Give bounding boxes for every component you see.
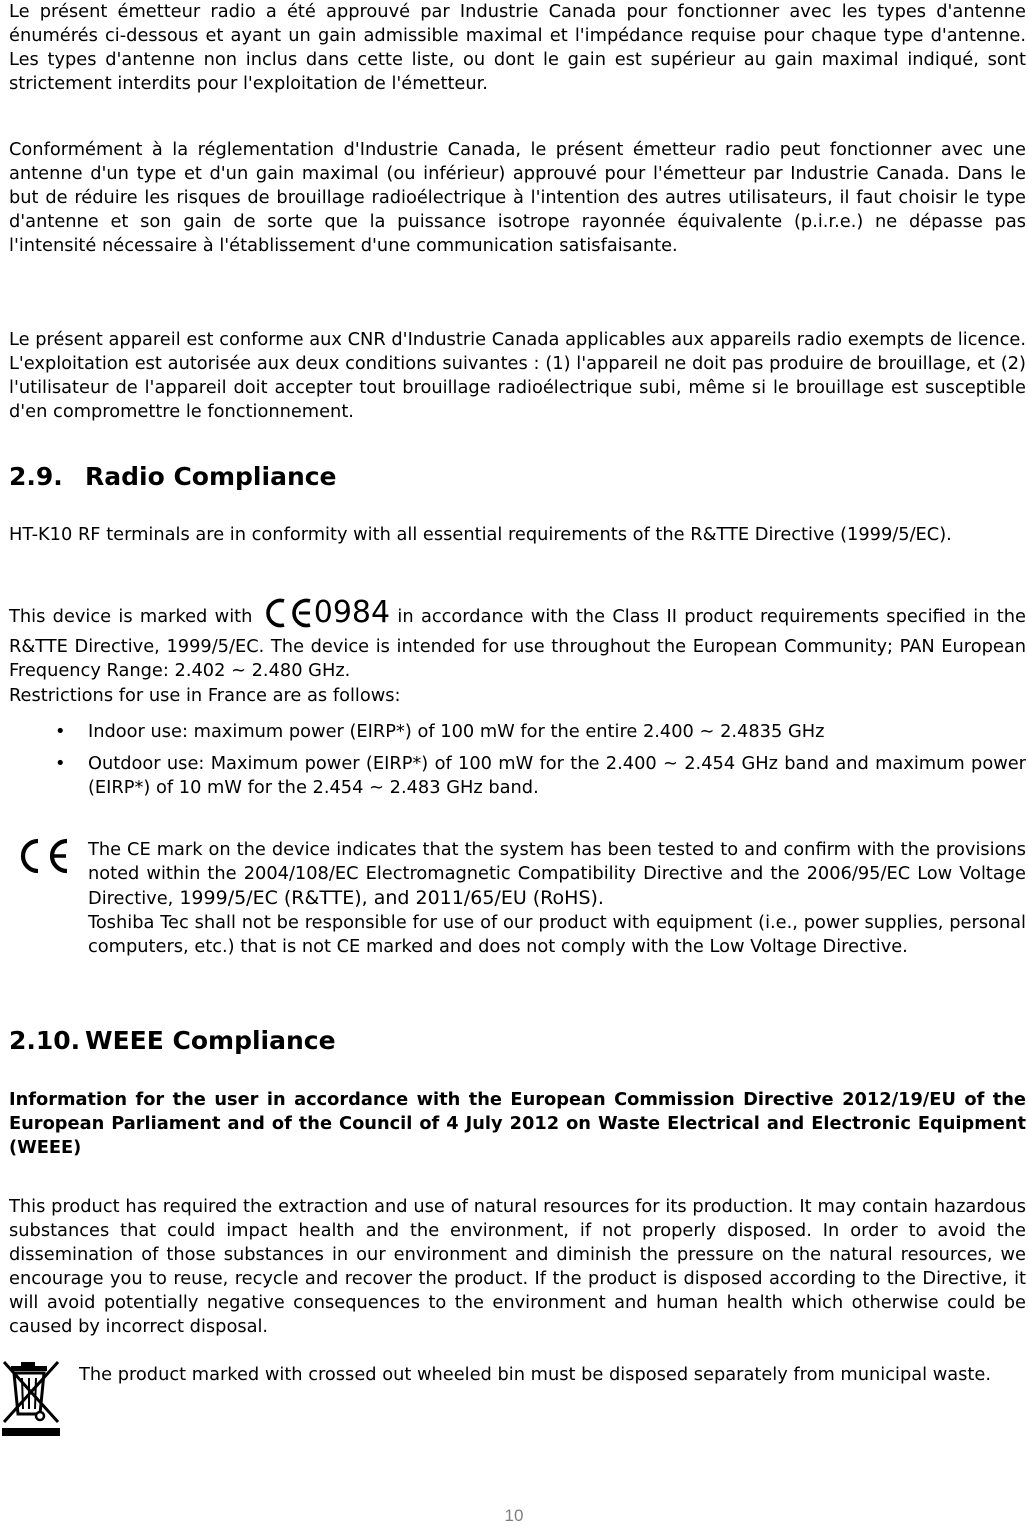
restrictions-list — [9, 720, 1026, 800]
marked-after-text: in accordance with the Class II product requirements specified in the R&TTE Directive, 1999/5/EC. The device is intended for use throughout the European Community; PAN European Frequency Range: 2.402 ~ 2.480 GHz. — [9, 606, 1026, 681]
weee-bin-paragraph — [79, 1363, 1026, 1387]
list-item-text: Indoor use: maximum power (EIRP*) of 100 mW for the entire 2.400 ~ 2.4835 GHz — [88, 721, 825, 742]
section-heading-radio — [9, 462, 1026, 492]
bullet: • — [55, 721, 66, 742]
fr-paragraph-1-text: Le présent émetteur radio a été approuvé par Industrie Canada pour fonctionner avec les types d'antenne énumérés ci-dessous et ayant un gain admissible maximal et l'impédance requise pour chaque type d'antenne. Les types d'antenne non inclus dans cette liste, ou dont le gain est supérieur au gain maximal indiqué, sont strictement interdits pour l'exploitation de l'émetteur. — [9, 1, 1026, 94]
fr-paragraph-3-text: Le présent appareil est conforme aux CNR d'Industrie Canada applicables aux appareils radio exempts de licence. L'exploitation est autorisée aux deux conditions suivantes : (1) l'appareil ne doit pas produire de brouillage, et (2) l'utilisateur de l'appareil doit accepter tout brouillage radioélectrique subi, même si le brouillage est susceptible d'en compromettre le fonctionnement. — [9, 329, 1026, 422]
marked-before-text: This device is marked with — [9, 606, 260, 627]
weee-bin-text: The product marked with crossed out wheeled bin must be disposed separately from municipal waste. — [79, 1364, 991, 1385]
page-number: 10 — [504, 1506, 524, 1525]
fr-paragraph-1 — [9, 0, 1026, 96]
ce-mark-paragraph — [88, 838, 1026, 959]
weee-body — [9, 1195, 1026, 1339]
list-item-text: Outdoor use: Maximum power (EIRP*) of 100 mW for the 2.400 ~ 2.454 GHz band and maximum power (EIRP*) of 10 mW for the 2.454 ~ 2.483 GHz band. — [88, 753, 1026, 798]
list-item — [9, 752, 1026, 800]
ce-notified-body-number: 0984 — [313, 595, 391, 630]
radio-intro — [9, 523, 1026, 547]
ce-text-a: The CE mark on the device indicates that the system has been tested to and confirm with the provisions noted within the 2004/108/EC Electromagnetic Compatibility Directive and the 2006/95/EC Low Voltage Directive, — [88, 839, 1026, 909]
toshiba-disclaimer: Toshiba Tec shall not be responsible for use of our product with equipment (i.e., power supplies, personal computers, etc.) that is not CE marked and does not comply with the Low Voltage Directive. — [88, 912, 1026, 957]
section-title: WEEE Compliance — [85, 1026, 336, 1055]
radio-intro-text: HT-K10 RF terminals are in conformity with all essential requirements of the R&TTE Directive (1999/5/EC). — [9, 524, 952, 545]
radio-marked-paragraph — [9, 595, 1026, 683]
restrictions — [9, 684, 1026, 708]
fr-paragraph-2 — [9, 138, 1026, 258]
weee-body-text: This product has required the extraction and use of natural resources for its production. It may contain hazardous substances that could impact health and the environment, if not properly disposed. In order to avoid the dissemination of those substances in our environment and diminish the pressure on the natural resources, we encourage you to reuse, recycle and recover the product. If the product is disposed according to the Directive, it will avoid potentially negative consequences to the environment and human health which otherwise could be caused by incorrect disposal. — [9, 1196, 1026, 1337]
ce-mark-text — [88, 838, 1026, 911]
ce-mark-icon — [260, 598, 314, 635]
section-number: 2.9. — [9, 462, 63, 491]
ce-text-b: 1999/5/EC (R&TTE), and 2011/65/EU (RoHS). — [173, 887, 604, 909]
bullet: • — [55, 753, 66, 774]
list-item — [9, 720, 1026, 744]
ce-mark-icon — [12, 838, 70, 878]
section-heading-weee — [9, 1026, 1026, 1056]
section-title: Radio Compliance — [85, 462, 337, 491]
weee-info — [9, 1088, 1026, 1160]
crossed-wheeled-bin-icon — [0, 1356, 62, 1442]
weee-info-text: Information for the user in accordance with the European Commission Directive 2012/19/EU of the European Parliament and of the Council of 4 July 2012 on Waste Electrical and Electronic Equipment (WEEE) — [9, 1089, 1026, 1158]
restrictions-text: Restrictions for use in France are as follows: — [9, 685, 401, 706]
fr-paragraph-2-text: Conformément à la réglementation d'Industrie Canada, le présent émetteur radio peut fonctionner avec une antenne d'un type et d'un gain maximal (ou inférieur) approuvé pour l'émetteur par Industrie Canada. Dans le but de réduire les risques de brouillage radioélectrique à l'intention des autres utilisateurs, il faut choisir le type d'antenne et son gain de sorte que la puissance isotrope rayonnée équivalente (p.i.r.e.) ne dépasse pas l'intensité nécessaire à l'établissement d'une communication satisfaisante. — [9, 139, 1026, 256]
section-number: 2.10. — [9, 1026, 81, 1055]
radio-marked-text — [9, 595, 1026, 683]
fr-paragraph-3 — [9, 328, 1026, 424]
